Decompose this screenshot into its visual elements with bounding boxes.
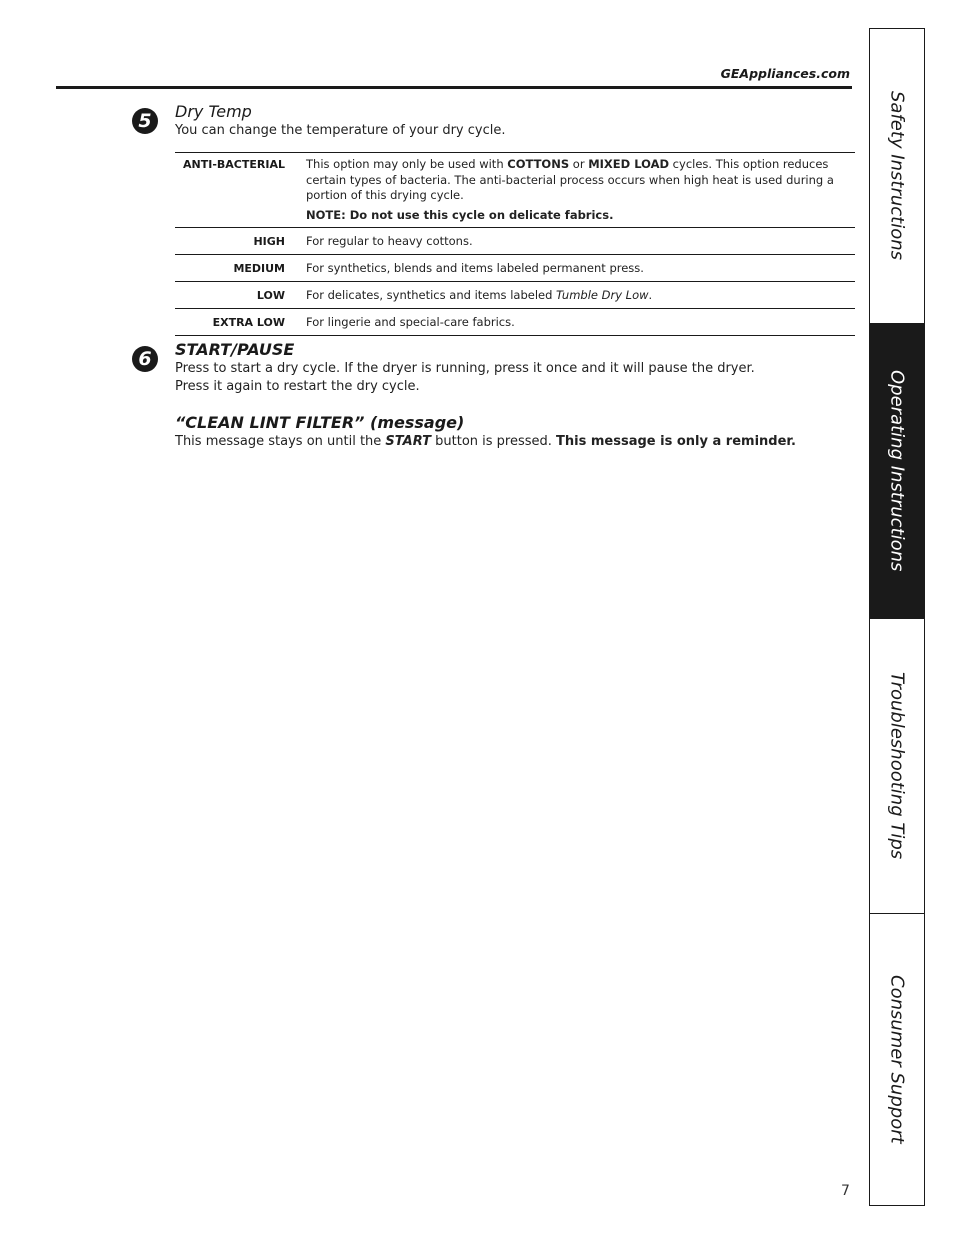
lint-text: button is pressed. <box>431 434 557 449</box>
table-row <box>175 153 855 228</box>
desc-text: . <box>648 288 653 302</box>
page-number: 7 <box>841 1183 850 1199</box>
desc-mixed-load: MIXED LOAD <box>588 157 670 171</box>
tab-label: Operating Instructions <box>886 370 908 572</box>
step-5-badge: 5 <box>132 108 158 134</box>
desc-text: or <box>569 157 589 171</box>
lint-filter-title: “CLEAN LINT FILTER” (message) <box>175 413 465 432</box>
lint-filter-text <box>175 433 796 451</box>
option-name: LOW <box>256 289 285 302</box>
desc-cottons: COTTONS <box>507 157 570 171</box>
tab-troubleshooting-tips[interactable] <box>870 619 924 913</box>
desc-text: For delicates, synthetics and items labeled <box>306 288 557 302</box>
desc-tumble-dry-low: Tumble Dry Low <box>556 288 649 302</box>
tab-label: Troubleshooting Tips <box>886 672 908 860</box>
tab-operating-instructions[interactable] <box>870 323 924 619</box>
lint-reminder: This message is only a reminder. <box>556 434 796 449</box>
dry-temp-intro: You can change the temperature of your dry cycle. <box>175 123 506 138</box>
tab-label: Consumer Support <box>886 975 908 1144</box>
table-row <box>175 255 855 282</box>
table-row <box>175 282 855 309</box>
start-pause-title: START/PAUSE <box>175 340 295 359</box>
site-url[interactable]: GEAppliances.com <box>720 66 850 81</box>
option-name: ANTI-BACTERIAL <box>183 158 285 171</box>
tab-consumer-support[interactable] <box>870 914 924 1205</box>
start-button-ref: START <box>385 434 431 449</box>
option-name: EXTRA LOW <box>212 316 285 329</box>
option-desc <box>306 282 855 304</box>
start-pause-line-2: Press it again to restart the dry cycle. <box>175 379 420 394</box>
desc-text: This option may only be used with <box>306 157 508 171</box>
table-row <box>175 309 855 336</box>
option-desc: For regular to heavy cottons. <box>306 234 473 248</box>
section-tabs <box>869 28 925 1206</box>
option-desc <box>306 153 855 223</box>
option-note: NOTE: Do not use this cycle on delicate fabrics. <box>306 207 614 222</box>
dry-temp-title: Dry Temp <box>175 102 252 121</box>
lint-text: This message stays on until the <box>175 434 386 449</box>
tab-safety-instructions[interactable] <box>870 29 924 323</box>
dry-temp-table <box>175 152 855 336</box>
option-desc: For lingerie and special-care fabrics. <box>306 315 515 329</box>
step-6-badge: 6 <box>132 346 158 372</box>
tab-label: Safety Instructions <box>886 91 908 261</box>
table-row <box>175 228 855 255</box>
option-name: HIGH <box>253 235 285 248</box>
option-desc: For synthetics, blends and items labeled permanent press. <box>306 261 644 275</box>
desc-text: cycles. This option reduces certain types of bacteria. The anti-bacterial process occurs when high heat is used during a portion of this drying cycle. <box>306 157 834 202</box>
start-pause-line-1: Press to start a dry cycle. If the dryer is running, press it once and it will pause the dryer. <box>175 361 755 376</box>
header-rule <box>56 86 852 89</box>
option-name: MEDIUM <box>233 262 285 275</box>
